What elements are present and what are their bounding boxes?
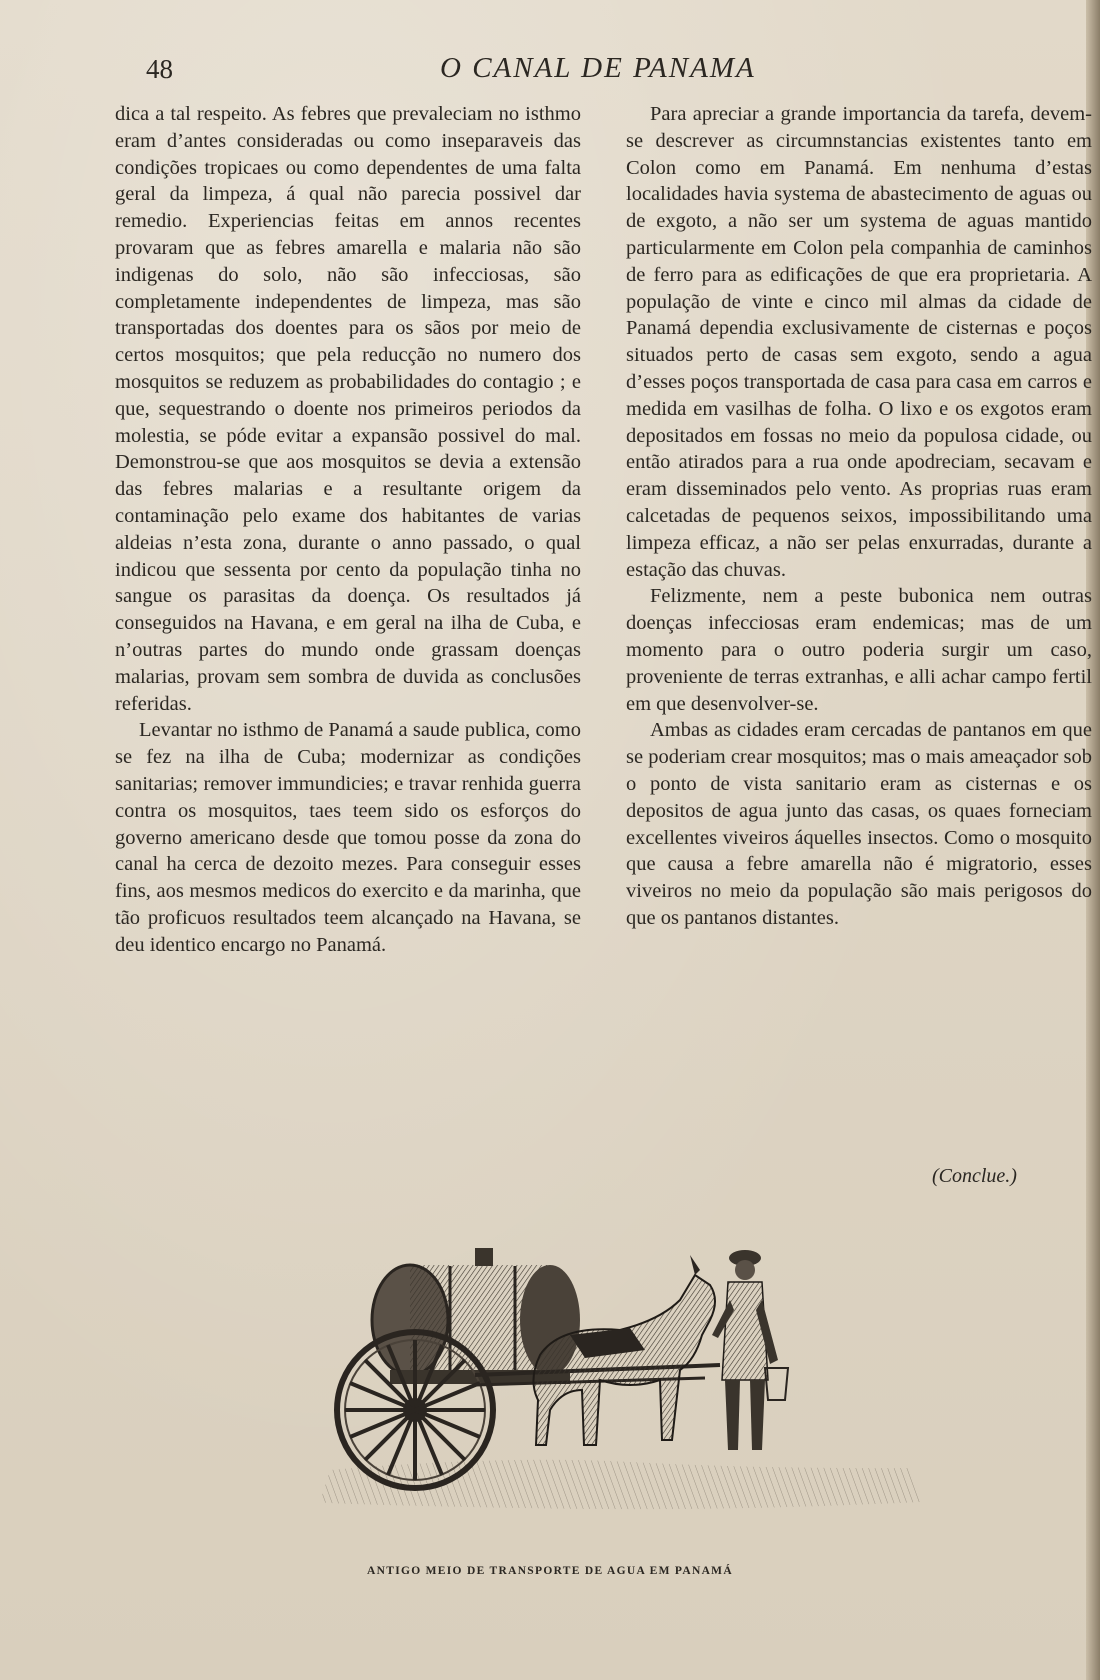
paragraph: Felizmente, nem a peste bubonica nem outras doenças infecciosas eram endemicas; mas de um momento para o outro poderia surgir um caso, proveniente de terras extranhas, e alli achar campo fertil em que desenvolver-se. <box>626 585 1092 715</box>
left-column <box>115 101 581 959</box>
running-title: O CANAL DE PANAMA <box>440 52 756 84</box>
figure-caption: ANTIGO MEIO DE TRANSPORTE DE AGUA EM PANAMÁ <box>367 1565 733 1577</box>
to-be-concluded-note: (Conclue.) <box>932 1165 1017 1187</box>
page-header <box>0 50 1100 90</box>
paragraph: Para apreciar a grande importancia da tarefa, devem-se descrever as circumnstancias existentes tanto em Colon como em Panamá. Em nenhuma d’estas localidades havia systema de abastecimento de aguas ou de exgoto, a não ser um systema de aguas mantido particularmente em Colon pela companhia de caminhos de ferro para as edificações de que era proprietaria. A população de vinte e cinco mil almas da cidade de Panamá dependia exclusivamente de cisternas e poços situados perto de casas sem exgoto, sendo a agua d’esses poços transportada de casa para casa em carros e medida em vasilhas de folha. O lixo e os exgotos eram depositados em fossas no meio da populosa cidade, ou então atirados para a rua onde apodreciam, secavam e eram disseminados pelo vento. As proprias ruas eram calcetadas de pequenos seixos, impossibilitando uma limpeza efficaz, a não ser pelas enxurradas, durante a estação das chuvas. <box>626 103 1092 581</box>
page-number: 48 <box>146 54 173 84</box>
paragraph: Levantar no isthmo de Panamá a saude publica, como se fez na ilha de Cuba; modernizar as condições sanitarias; remover immundicies; e travar renhida guerra contra os mosquitos, taes teem sido os esforços do governo americano desde que tomou posse da zona do canal ha cerca de dezoito mezes. Para conseguir esses fins, aos mesmos medicos do exercito e da marinha, que tão proficuos resultados teem alcançado na Havana, se deu identico encargo no Panamá. <box>115 719 581 956</box>
right-column <box>626 101 1092 932</box>
water-cart-engraving <box>300 1240 940 1520</box>
paragraph: dica a tal respeito. As febres que prevaleciam no isthmo eram d’antes consideradas ou como inseparaveis das condições tropicaes ou como dependentes de uma falta geral da limpeza, á qual não parecia possivel dar remedio. Experiencias feitas em annos recentes provaram que as febres amarella e malaria não são indigenas do solo, não são infecciosas, são completamente independentes de limpeza, mas são transportadas dos doentes para os sãos por meio de certos mosquitos; que pela reducção no numero dos mosquitos se reduzem as probabilidades do contagio ; e que, sequestrando o doente nos primeiros periodos da molestia, se póde evitar a expansão possivel do mal. Demonstrou-se que aos mosquitos se devia a extensão das febres malarias e a resultante origem da contaminação pelo exame dos habitantes de varias aldeias n’esta zona, durante o anno passado, o qual indicou que sessenta por cento da população tinha no sangue os parasitas da doença. Os resultados já conseguidos na Havana, e em geral na ilha de Cuba, e n’outras partes do mundo onde grassam doenças malarias, provam sem sombra de duvida as conclusões referidas. <box>115 103 581 715</box>
paragraph: Ambas as cidades eram cercadas de pantanos em que se poderiam crear mosquitos; mas o mais ameaçador sob o ponto de vista sanitario eram as cisternas e os depositos de agua junto das casas, os quaes forneciam excellentes viveiros áquelles insectos. Como o mosquito que causa a febre amarella não é migratorio, esses viveiros no meio da população são mais perigosos do que os pantanos distantes. <box>626 719 1092 929</box>
